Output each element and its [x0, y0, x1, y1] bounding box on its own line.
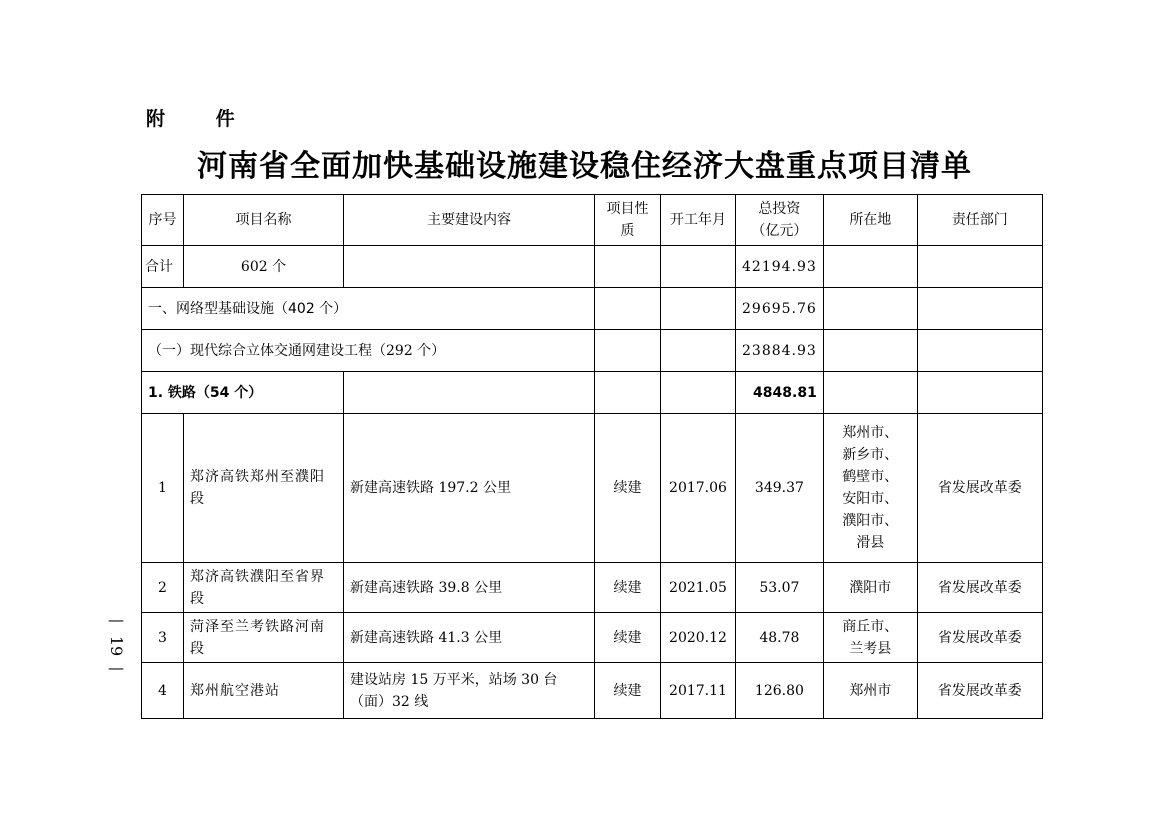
- empty-cell: [595, 288, 661, 330]
- header-nature: 项目性质: [595, 195, 661, 246]
- empty-cell: [823, 288, 917, 330]
- row-content: 新建高速铁路 197.2 公里: [344, 414, 595, 563]
- empty-cell: [823, 330, 917, 372]
- header-dept: 责任部门: [917, 195, 1042, 246]
- row-location: [823, 414, 917, 563]
- section-label: 一、网络型基础设施（402 个）: [142, 288, 595, 330]
- row-seq: 1: [142, 414, 184, 563]
- subsection-row: [142, 330, 1043, 372]
- row-name: 郑济高铁濮阳至省界段: [184, 563, 344, 613]
- category-label: 1. 铁路（54 个）: [142, 372, 344, 414]
- empty-cell: [917, 330, 1042, 372]
- row-name: 郑州航空港站: [184, 663, 344, 719]
- row-investment: 48.78: [736, 613, 824, 663]
- row-seq: 4: [142, 663, 184, 719]
- empty-cell: [661, 288, 736, 330]
- total-investment: 42194.93: [736, 246, 824, 288]
- location-line: 鹤壁市、: [842, 469, 899, 485]
- empty-cell: [661, 330, 736, 372]
- empty-cell: [917, 372, 1042, 414]
- table-header-row: [142, 195, 1043, 246]
- location-line: 安阳市、: [842, 491, 899, 507]
- page-dash-bottom: —: [108, 658, 124, 677]
- location-line: 郑州市、: [842, 425, 899, 441]
- row-location: [823, 563, 917, 613]
- location-line: 郑州市: [849, 682, 892, 699]
- row-start: 2017.11: [661, 663, 736, 719]
- project-table: [141, 194, 1043, 719]
- empty-cell: [823, 372, 917, 414]
- header-start: 开工年月: [661, 195, 736, 246]
- header-content: 主要建设内容: [344, 195, 595, 246]
- row-start: 2017.06: [661, 414, 736, 563]
- row-dept: 省发展改革委: [917, 663, 1042, 719]
- row-dept: 省发展改革委: [917, 563, 1042, 613]
- empty-cell: [595, 372, 661, 414]
- row-dept: 省发展改革委: [917, 414, 1042, 563]
- empty-cell: [661, 372, 736, 414]
- row-location: [823, 613, 917, 663]
- header-investment: [736, 195, 824, 246]
- header-investment-line1: 总投资: [758, 201, 801, 217]
- header-seq: 序号: [142, 195, 184, 246]
- section-row: [142, 288, 1043, 330]
- row-investment: 349.37: [736, 414, 824, 563]
- row-investment: 53.07: [736, 563, 824, 613]
- row-name: 郑济高铁郑州至濮阳段: [184, 414, 344, 563]
- empty-cell: [823, 246, 917, 288]
- row-nature: 续建: [595, 613, 661, 663]
- location-line: 新乡市、: [842, 447, 899, 463]
- row-content: 建设站房 15 万平米，站场 30 台（面）32 线: [344, 663, 595, 719]
- attachment-label: 附 件: [146, 108, 257, 130]
- empty-cell: [917, 246, 1042, 288]
- row-start: 2021.05: [661, 563, 736, 613]
- row-investment: 126.80: [736, 663, 824, 719]
- category-row: [142, 372, 1043, 414]
- row-location: [823, 663, 917, 719]
- page-number-value: 19: [107, 635, 126, 657]
- table-row: [142, 563, 1043, 613]
- location-line: 滑县: [856, 535, 885, 551]
- row-nature: 续建: [595, 414, 661, 563]
- row-content: 新建高速铁路 41.3 公里: [344, 613, 595, 663]
- header-investment-line2: （亿元）: [751, 223, 808, 239]
- empty-cell: [917, 288, 1042, 330]
- table-row: [142, 613, 1043, 663]
- row-content: 新建高速铁路 39.8 公里: [344, 563, 595, 613]
- subsection-label: （一）现代综合立体交通网建设工程（292 个）: [142, 330, 595, 372]
- document-title: 河南省全面加快基础设施建设稳住经济大盘重点项目清单: [197, 149, 972, 184]
- empty-cell: [344, 246, 595, 288]
- row-seq: 2: [142, 563, 184, 613]
- location-line: 濮阳市、: [842, 513, 899, 529]
- section-investment: 29695.76: [736, 288, 824, 330]
- row-start: 2020.12: [661, 613, 736, 663]
- row-seq: 3: [142, 613, 184, 663]
- empty-cell: [344, 372, 595, 414]
- total-row: [142, 246, 1043, 288]
- table-row: [142, 663, 1043, 719]
- location-line: 濮阳市: [849, 579, 892, 596]
- page-number: [104, 612, 128, 680]
- header-name: 项目名称: [184, 195, 344, 246]
- row-nature: 续建: [595, 663, 661, 719]
- empty-cell: [661, 246, 736, 288]
- header-location: 所在地: [823, 195, 917, 246]
- row-name: 菏泽至兰考铁路河南段: [184, 613, 344, 663]
- location-line: 商丘市、: [842, 618, 899, 635]
- location-line: 兰考县: [849, 640, 892, 657]
- row-dept: 省发展改革委: [917, 613, 1042, 663]
- total-label: 合计: [142, 246, 184, 288]
- page-dash-top: —: [108, 610, 124, 629]
- subsection-investment: 23884.93: [736, 330, 824, 372]
- total-count: 602 个: [184, 246, 344, 288]
- category-investment: 4848.81: [736, 372, 824, 414]
- row-nature: 续建: [595, 563, 661, 613]
- table-row: [142, 414, 1043, 563]
- empty-cell: [595, 246, 661, 288]
- empty-cell: [595, 330, 661, 372]
